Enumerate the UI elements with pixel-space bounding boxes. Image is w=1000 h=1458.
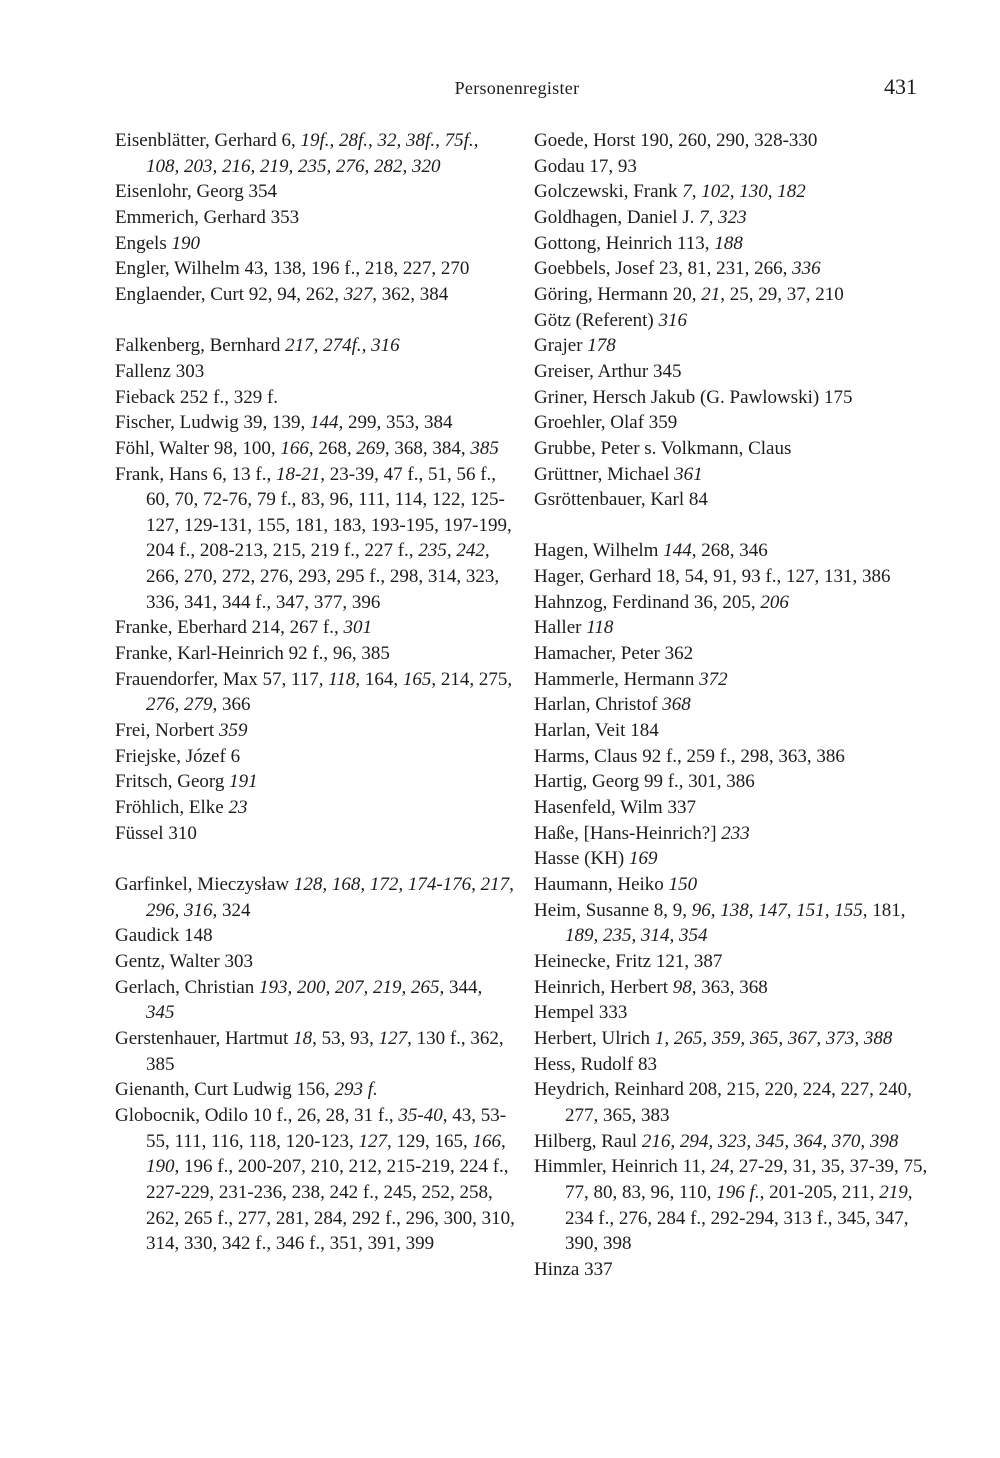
index-entry <box>115 615 515 641</box>
page-ref-italic: 127 <box>378 1027 408 1049</box>
page-ref-italic: 18-21 <box>275 463 321 485</box>
page-ref: 92 f., 259 f., 298, 363, 386 <box>642 745 845 767</box>
page-ref: 18, 54, 91, 93 f., 127, 131, 386 <box>656 566 891 588</box>
index-entry <box>534 410 934 436</box>
entry-name: Frei, Norbert <box>115 720 215 742</box>
page-ref-italic: 169 <box>628 848 658 870</box>
page-ref-italic: 206 <box>760 591 789 613</box>
page-ref-italic: 144 <box>310 412 339 434</box>
index-entry <box>534 231 934 257</box>
page-ref: 190, 260, 290, 328-330 <box>640 130 818 151</box>
page-ref-italic: 150 <box>668 874 698 896</box>
page-ref-italic: 196 f. <box>716 1181 760 1203</box>
index-entry <box>115 410 515 436</box>
page-ref: 252 f., 329 f. <box>179 386 279 408</box>
page-ref: , 130 f., 362, 385 <box>146 1027 504 1075</box>
entry-name: Hilberg, Raul <box>534 1130 638 1152</box>
index-entry <box>534 1129 934 1155</box>
page-ref-italic: 96, 138, 147, 151, 155 <box>691 899 863 921</box>
page-ref: 303 <box>175 360 205 382</box>
entry-name: Gerstenhauer, Hartmut <box>115 1027 289 1049</box>
entry-name: Harms, Claus <box>534 745 638 767</box>
page-ref-italic: 385 <box>470 437 499 459</box>
page-ref: , 366 <box>212 694 251 716</box>
page-ref-italic: 144 <box>663 540 692 562</box>
index-entry <box>115 1026 515 1077</box>
page-ref-italic: 235, 242 <box>418 540 485 562</box>
page-ref: , 27-29, 31, 35, 37-39, 75, 77, 80, 83, 96, 110, <box>565 1156 928 1203</box>
page-ref: 10 f., 26, 28, 31 f., <box>252 1104 399 1126</box>
index-entry <box>534 359 934 385</box>
page-ref: , 196 f., 200-207, 210, 212, 215-219, 224 f., 227-229, 231-236, 238, 242 f., 245, 252, 258, 262, 265 f., 277, 281, 284, 292 f., 296, 300, 310, 314, 330, 342 f., 346 f., 351, 391, 399 <box>146 1156 515 1255</box>
page-ref: 92, 94, 262, <box>248 283 344 305</box>
entry-name: Englaender, Curt <box>115 283 245 305</box>
page-ref-italic: 233 <box>721 822 750 844</box>
index-entry <box>534 769 934 795</box>
entry-name: Gsröttenbauer, Karl <box>534 489 685 511</box>
page-ref: 310 <box>168 822 197 844</box>
page-ref-italic: 1, 265, 359, 365, 367, 373, 388 <box>654 1027 893 1049</box>
page-ref: 208, 215, 220, 224, 227, 240, 277, 365, 383 <box>565 1079 912 1126</box>
page-ref: 6 <box>230 745 241 767</box>
page-ref: 57, 117, <box>262 668 329 690</box>
entry-name: Franke, Eberhard <box>115 617 247 639</box>
index-entry <box>115 923 515 949</box>
page-ref: , 201-205, 211, <box>759 1181 880 1203</box>
index-entry <box>534 590 934 616</box>
page-ref-italic: 219 <box>879 1181 908 1203</box>
page-ref-italic: 345 <box>146 1002 175 1024</box>
entry-name: Hager, Gerhard <box>534 566 652 588</box>
page-ref-italic: 372 <box>699 668 728 690</box>
page-ref: 354 <box>248 181 277 203</box>
entry-name: Hahnzog, Ferdinand <box>534 591 690 613</box>
page-ref: , 234 f., 276, 284 f., 292-294, 313 f., 345, 347, 390, 398 <box>565 1181 913 1255</box>
entry-name: Friejske, Józef <box>115 745 226 767</box>
page-ref: , 324 <box>212 899 251 921</box>
index-entry <box>115 641 515 667</box>
entry-name: Eisenlohr, Georg <box>115 181 244 203</box>
index-entry <box>115 1077 515 1103</box>
index-entry <box>115 282 515 308</box>
page-ref: 156, <box>296 1079 335 1101</box>
entry-name: Golczewski, Frank <box>534 181 678 203</box>
index-entry <box>534 436 934 462</box>
page-ref: , 25, 29, 37, 210 <box>720 283 844 305</box>
page-ref: 36, 205, <box>693 591 761 613</box>
entry-name: Himmler, Heinrich <box>534 1156 678 1178</box>
index-entry <box>115 179 515 205</box>
page-ref: , 164, <box>355 668 403 690</box>
page-ref: 362 <box>664 643 694 665</box>
index-entry <box>115 1103 515 1257</box>
page-ref: 345 <box>653 360 682 382</box>
index-entry <box>534 1026 934 1052</box>
index-entry <box>534 975 934 1001</box>
index-entry <box>115 821 515 847</box>
entry-name: Götz (Referent) <box>534 309 654 331</box>
entry-name: Haller <box>534 617 582 639</box>
page-ref: 99 f., 301, 386 <box>643 771 755 793</box>
page-ref-italic: 189, 235, 314, 354 <box>565 925 708 947</box>
index-entry <box>115 231 515 257</box>
page-ref: , 43, 53-55, 111, 116, 118, 120-123, <box>146 1104 507 1152</box>
index-entry <box>534 898 934 949</box>
entry-name: Gottong, Heinrich <box>534 232 673 254</box>
page-ref: 214, 267 f., <box>251 617 344 639</box>
entry-name: Goldhagen, Daniel J. <box>534 206 695 228</box>
page-ref-italic: 190 <box>171 232 200 254</box>
index-entry <box>534 744 934 770</box>
index-entry <box>534 667 934 693</box>
index-entry <box>115 128 515 179</box>
index-entry <box>534 256 934 282</box>
index-entry <box>115 795 515 821</box>
entry-name: Frank, Hans <box>115 463 208 485</box>
entry-name: Göring, Hermann <box>534 283 669 305</box>
page-ref: 83 <box>637 1053 657 1075</box>
page-ref-italic: 166, 190 <box>146 1130 506 1178</box>
entry-name: Heinecke, Fritz <box>534 950 652 972</box>
entry-name: Hammerle, Hermann <box>534 668 695 690</box>
entry-name: Gerlach, Christian <box>115 976 255 998</box>
page-ref-italic: 361 <box>674 463 703 485</box>
page-ref-italic: 216, 294, 323, 345, 364, 370, 398 <box>641 1130 899 1152</box>
index-column-left <box>115 128 515 1257</box>
page-ref: 6, <box>281 130 301 151</box>
index-entry <box>115 205 515 231</box>
entry-name: Godau <box>534 155 585 177</box>
page-ref: 113, <box>677 232 715 254</box>
page-ref: , 214, 275, <box>431 668 513 690</box>
page-ref: , 181, <box>862 899 906 921</box>
page-ref: 148 <box>184 925 213 947</box>
entry-name: Haumann, Heiko <box>534 874 664 896</box>
entry-name: Franke, Karl-Heinrich <box>115 643 284 665</box>
page-ref: 333 <box>598 1002 628 1024</box>
page-ref-italic: 293 f. <box>334 1079 378 1101</box>
entry-name: Hartig, Georg <box>534 771 640 793</box>
entry-name: Garfinkel, Mieczysław <box>115 874 290 895</box>
entry-name: Grajer <box>534 335 583 357</box>
index-entry <box>115 718 515 744</box>
page-ref: 359 <box>648 412 678 434</box>
page-ref: 337 <box>667 797 696 819</box>
index-entry <box>115 436 515 462</box>
entry-name: Heim, Susanne <box>534 899 650 921</box>
index-entry <box>534 154 934 180</box>
page-ref: 184 <box>630 720 659 742</box>
entry-name: Hasenfeld, Wilm <box>534 797 663 819</box>
page-title: Personenregister <box>454 78 580 98</box>
entry-name: Fieback <box>115 386 176 408</box>
index-entry <box>115 667 515 718</box>
entry-name: Goebbels, Josef <box>534 258 655 280</box>
page-number: 431 <box>884 74 917 99</box>
entry-name: Fallenz <box>115 360 171 382</box>
index-entry <box>534 179 934 205</box>
entry-name: Hempel <box>534 1002 595 1024</box>
index-entry <box>534 487 934 513</box>
page-ref: , 129, 165, <box>387 1130 473 1152</box>
page-ref: 121, 387 <box>655 950 723 972</box>
page-ref: s. Volkmann, Claus <box>644 437 792 459</box>
entry-name: Gaudick <box>115 925 180 947</box>
entry-name: Harlan, Veit <box>534 720 626 742</box>
entry-name: Groehler, Olaf <box>534 412 645 434</box>
index-entry <box>534 564 934 590</box>
index-entry <box>534 308 934 334</box>
page-ref-italic: 359 <box>218 720 248 742</box>
index-entry <box>534 462 934 488</box>
entry-name: Haße, [Hans-Heinrich?] <box>534 822 717 844</box>
entry-name: Gienanth, Curt Ludwig <box>115 1079 292 1101</box>
page-ref: , 268, <box>308 437 357 459</box>
page-ref-italic: 128, 168, 172, 174-176, 217, 296, 316 <box>146 874 514 921</box>
index-entry <box>534 872 934 898</box>
index-entry <box>534 282 934 308</box>
page-ref: 98, 100, <box>213 437 281 459</box>
entry-name: Herbert, Ulrich <box>534 1027 651 1049</box>
page-ref: 175 <box>823 386 853 408</box>
page-ref-italic: 118 <box>586 617 614 639</box>
index-entry <box>115 359 515 385</box>
page-ref-italic: 98 <box>672 976 692 998</box>
entry-name: Gentz, Walter <box>115 950 220 972</box>
entry-name: Grubbe, Peter <box>534 437 640 459</box>
page-ref: 337 <box>584 1258 613 1280</box>
entry-name: Heinrich, Herbert <box>534 976 668 998</box>
index-entry <box>534 385 934 411</box>
index-entry <box>115 256 515 282</box>
index-entry <box>534 538 934 564</box>
index-entry <box>534 846 934 872</box>
index-entry <box>534 128 934 154</box>
index-entry <box>534 615 934 641</box>
letter-gap <box>534 513 934 539</box>
entry-name: Griner, Hersch Jakub (G. Pawlowski) <box>534 386 820 408</box>
page-ref: 6, 13 f., <box>212 463 276 485</box>
page-ref: , 266, 270, 272, 276, 293, 295 f., 298, 314, 323, 336, 341, 344 f., 347, 377, 396 <box>146 540 500 613</box>
page-ref-italic: 165 <box>402 668 432 690</box>
page-ref-italic: 217, 274f., 316 <box>285 335 400 357</box>
index-entry <box>534 641 934 667</box>
index-entry <box>534 333 934 359</box>
entry-name: Fritsch, Georg <box>115 771 225 793</box>
page-ref: , 23-39, 47 f., 51, 56 f., 60, 70, 72-76, 79 f., 83, 96, 111, 114, 122, 125-127, 129-131, 155, 181, 183, 193-195, 197-199, 204 f., 208-213, 215, 219 f., 227 f., <box>146 463 512 562</box>
page-ref: 23, 81, 231, 266, <box>659 258 793 280</box>
page-ref-italic: 35-40 <box>398 1104 443 1126</box>
entry-name: Fischer, Ludwig <box>115 412 239 434</box>
index-entry <box>115 385 515 411</box>
entry-name: Heydrich, Reinhard <box>534 1079 684 1101</box>
entry-name: Globocnik, Odilo <box>115 1104 248 1126</box>
index-entry <box>115 462 515 616</box>
entry-name: Grüttner, Michael <box>534 463 670 485</box>
entry-name: Hinza <box>534 1258 580 1280</box>
page-ref: 353 <box>270 206 300 228</box>
page-ref: , 299, 353, 384 <box>338 412 453 434</box>
page-ref: 8, 9, <box>653 899 692 921</box>
page-ref: , 53, 93, <box>312 1027 379 1049</box>
page-ref-italic: 368 <box>662 694 691 716</box>
page-ref-italic: 188 <box>714 232 743 254</box>
page-ref-italic: 19f., 28f., 32, 38f., 75f., 108, 203, 216, 219, 235, 276, 282, 320 <box>146 130 479 177</box>
page-ref-italic: 178 <box>587 335 616 357</box>
entry-name: Engler, Wilhelm <box>115 258 240 280</box>
index-entry <box>115 333 515 359</box>
entry-name: Hamacher, Peter <box>534 643 660 665</box>
letter-gap <box>115 846 515 872</box>
entry-name: Emmerich, Gerhard <box>115 206 266 228</box>
page-ref-italic: 24 <box>710 1156 730 1178</box>
index-entry <box>534 1052 934 1078</box>
entry-name: Greiser, Arthur <box>534 360 649 382</box>
index-entry <box>534 1257 934 1283</box>
page-ref-italic: 301 <box>343 617 372 639</box>
page-ref-italic: 166 <box>280 437 309 459</box>
index-entry <box>534 1000 934 1026</box>
page-ref-italic: 316 <box>658 309 687 331</box>
entry-name: Falkenberg, Bernhard <box>115 335 281 357</box>
entry-name: Engels <box>115 232 167 254</box>
page-ref-italic: 269 <box>356 437 385 459</box>
page-ref-italic: 18 <box>293 1027 313 1049</box>
entry-name: Föhl, Walter <box>115 437 210 459</box>
page-ref-italic: 7, 323 <box>699 206 747 228</box>
entry-name: Hagen, Wilhelm <box>534 540 659 562</box>
index-entry <box>115 769 515 795</box>
index-entry <box>115 744 515 770</box>
page-ref-italic: 7, 102, 130, 182 <box>682 181 806 203</box>
index-entry <box>534 821 934 847</box>
entry-name: Fröhlich, Elke <box>115 797 224 819</box>
page-ref: , 268, 346 <box>691 540 768 562</box>
page-ref: , 344, <box>439 976 483 998</box>
page-ref: 303 <box>224 950 253 972</box>
page-ref: , 362, 384 <box>372 283 449 305</box>
page-ref: 43, 138, 196 f., 218, 227, 270 <box>244 258 470 280</box>
entry-name: Goede, Horst <box>534 130 636 151</box>
entry-name: Hess, Rudolf <box>534 1053 634 1075</box>
page-ref: 17, 93 <box>589 155 637 177</box>
page-ref-italic: 118 <box>328 668 356 690</box>
entry-name: Eisenblätter, Gerhard <box>115 130 277 151</box>
index-entry <box>534 205 934 231</box>
page-ref: 39, 139, <box>243 412 311 434</box>
page-ref: , 368, 384, <box>384 437 471 459</box>
entry-name: Harlan, Christof <box>534 694 658 716</box>
page-ref-italic: 276, 279 <box>146 694 213 716</box>
index-entry <box>115 949 515 975</box>
page-ref: 11, <box>682 1156 711 1178</box>
page-ref-italic: 193, 200, 207, 219, 265 <box>259 976 440 998</box>
page-ref: 20, <box>672 283 702 305</box>
page-ref: 92 f., 96, 385 <box>288 643 390 665</box>
entry-name: Füssel <box>115 822 164 844</box>
index-entry <box>534 718 934 744</box>
index-entry <box>115 975 515 1026</box>
page-ref: , 363, 368 <box>691 976 768 998</box>
index-entry <box>534 1154 934 1257</box>
index-entry <box>115 872 515 923</box>
index-column-right <box>534 128 934 1283</box>
index-entry <box>534 692 934 718</box>
page-ref: 84 <box>688 489 708 511</box>
entry-name: Frauendorfer, Max <box>115 668 258 690</box>
index-entry <box>534 949 934 975</box>
page-ref-italic: 127 <box>358 1130 388 1152</box>
index-entry <box>534 795 934 821</box>
entry-name: Hasse (KH) <box>534 848 625 870</box>
page-ref-italic: 191 <box>229 771 258 793</box>
letter-gap <box>115 308 515 334</box>
page-ref-italic: 21 <box>701 283 721 305</box>
page-ref-italic: 23 <box>228 797 248 819</box>
index-entry <box>534 1077 934 1128</box>
page-ref-italic: 336 <box>792 258 821 280</box>
page-ref-italic: 327 <box>343 283 373 305</box>
